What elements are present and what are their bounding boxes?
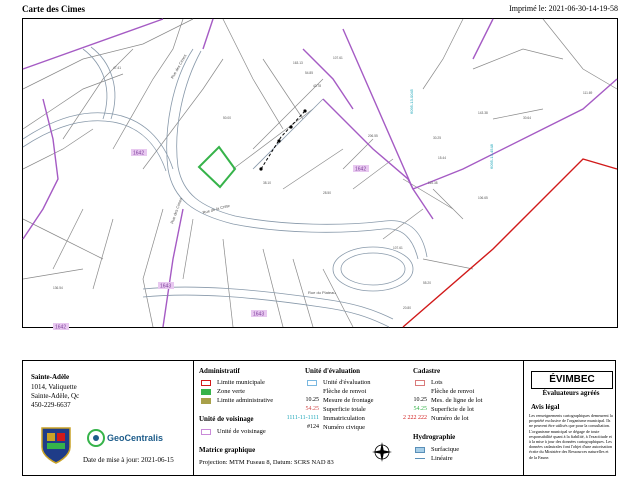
road-label: Rue des Cimes — [169, 53, 188, 80]
update-date: Date de mise à jour: 2021-06-15 — [83, 456, 174, 464]
legend-item: Flèche de renvoi — [323, 388, 367, 395]
evimbec-logo: ÉVIMBEC — [531, 371, 613, 389]
svg-text:43.78: 43.78 — [313, 84, 321, 88]
legend-item: Mes. de ligne de lot — [431, 397, 483, 404]
projection: Projection: MTM Fuseau 8, Datum: SCRS NAD 83 — [199, 459, 334, 466]
selected-parcel[interactable] — [199, 147, 235, 187]
road-label: Rue de la Crête — [201, 202, 231, 215]
map-title: Carte des Cimes — [22, 4, 85, 14]
lot-label: 1642 — [355, 166, 367, 173]
svg-text:54.85: 54.85 — [305, 71, 313, 75]
lots-swatch — [415, 380, 425, 386]
evaluators-subtitle: Évaluateurs agréés — [542, 389, 600, 397]
road-label: Rue du Plateau — [308, 290, 336, 295]
legend-value: #124 — [307, 424, 319, 430]
dimension-labels — [53, 56, 593, 310]
legend-item: Immatriculation — [323, 415, 365, 422]
legend-title-cadastre: Cadastre — [413, 367, 441, 375]
legend-item: Lots — [431, 379, 443, 386]
legend-item: Surfacique — [431, 446, 460, 453]
svg-text:206.55: 206.55 — [368, 134, 378, 138]
lot-label: 1643 — [253, 311, 265, 318]
legend-item: Numéro de lot — [431, 415, 469, 422]
map-view[interactable] — [22, 18, 618, 331]
evaluation-swatch — [307, 380, 317, 386]
matricule-label: 6095-13-0045 — [409, 89, 414, 114]
limite-administrative-swatch — [201, 398, 211, 404]
legend-item: Unité de voisinage — [217, 428, 266, 435]
legend-value: 2 222 222 — [403, 415, 427, 421]
limite-municipale-swatch — [201, 380, 211, 386]
svg-text:163.13: 163.13 — [293, 61, 303, 65]
legend-item: Flèche de renvoi — [431, 388, 475, 395]
legend-item: Limite administrative — [217, 397, 274, 404]
legend-title-administratif: Administratif — [199, 367, 240, 375]
svg-text:106.65: 106.65 — [478, 196, 488, 200]
lot-label: 1642 — [55, 324, 67, 331]
road-label: Rue des Cimes — [169, 196, 184, 225]
legend-item: Superficie totale — [323, 406, 366, 413]
address-line: 1014, Valiquette — [31, 383, 77, 391]
svg-text:107.61: 107.61 — [333, 56, 343, 60]
evaluators-block — [523, 361, 617, 475]
svg-text:115.38: 115.38 — [428, 181, 438, 185]
legend-title-voisinage: Unité de voisinage — [199, 415, 254, 423]
legend-item: Zone verte — [217, 388, 245, 395]
voisinage-swatch — [201, 429, 211, 435]
legal-notice-text: Les renseignements cartographiques demeurent la propriété exclusive de l'organisme municipal. Ils ne peuvent être utilisés que pour la consultation. L'organisme municipal se dégage de toute responsabilité quant à la fiabilité, à l'exactitude et à la mise à jour des données cartographiques. Les données cadastrales font l'objet d'une autorisation écrite du Ministère des Ressources naturelles et de la Faune. — [529, 413, 613, 460]
legend-value: 10.25 — [305, 397, 319, 403]
svg-text:50.00: 50.00 — [223, 116, 231, 120]
legend-item: Limite municipale — [217, 379, 265, 386]
print-date: Imprimé le: 2021-06-30-14-19-58 — [509, 4, 618, 13]
svg-text:38.10: 38.10 — [263, 181, 271, 185]
lot-label: 1642 — [133, 150, 145, 157]
municipality-block — [23, 361, 194, 475]
legend-item: Superficie de lot — [431, 406, 474, 413]
matricule-label: 6095-13-4548 — [489, 144, 494, 169]
legend-value: 10.25 — [413, 397, 427, 403]
compass-icon — [371, 441, 393, 463]
legend-item: Unité d'évaluation — [323, 379, 371, 386]
legend-panel — [22, 360, 616, 476]
svg-text:28.50: 28.50 — [323, 191, 331, 195]
lot-label: 1643 — [160, 283, 172, 290]
legend-value: 54.25 — [305, 406, 319, 412]
lineaire-swatch — [415, 458, 425, 459]
legend-title-matrice: Matrice graphique — [199, 446, 256, 454]
phone: 450-229-6637 — [31, 401, 71, 409]
legend-item: Linéaire — [431, 455, 453, 462]
legend-value: 54.25 — [413, 406, 427, 412]
svg-text:111.69: 111.69 — [583, 91, 593, 95]
legend-value: 1111-11-1111 — [286, 415, 319, 421]
legend-item: Mesure de frontage — [323, 397, 374, 404]
svg-text:20.80: 20.80 — [403, 306, 411, 310]
svg-text:107.61: 107.61 — [393, 246, 403, 250]
svg-text:55.20: 55.20 — [423, 281, 431, 285]
legend-title-evaluation: Unité d'évaluation — [305, 367, 361, 375]
geocentralis-logo: GeoCentralis — [107, 433, 164, 443]
geocentralis-logo-icon — [87, 429, 105, 447]
svg-text:143.38: 143.38 — [478, 111, 488, 115]
svg-text:30.25: 30.25 — [433, 136, 441, 140]
zone-verte-swatch — [201, 389, 211, 395]
svg-text:47.41: 47.41 — [113, 66, 121, 70]
svg-text:15.44: 15.44 — [438, 156, 446, 160]
svg-text:30.64: 30.64 — [523, 116, 531, 120]
legend-item: Numéro civique — [323, 424, 366, 431]
legend-title-hydrographie: Hydrographie — [413, 433, 456, 441]
municipality-name: Sainte-Adèle — [31, 373, 70, 381]
surfacique-swatch — [415, 447, 425, 453]
legal-notice-title: Avis légal — [531, 403, 560, 411]
map-canvas[interactable] — [23, 19, 617, 331]
legend-column — [193, 361, 524, 475]
municipal-crest-icon — [39, 425, 73, 465]
svg-text:136.54: 136.54 — [53, 286, 63, 290]
address-line: Sainte-Adèle, Qc — [31, 392, 80, 400]
